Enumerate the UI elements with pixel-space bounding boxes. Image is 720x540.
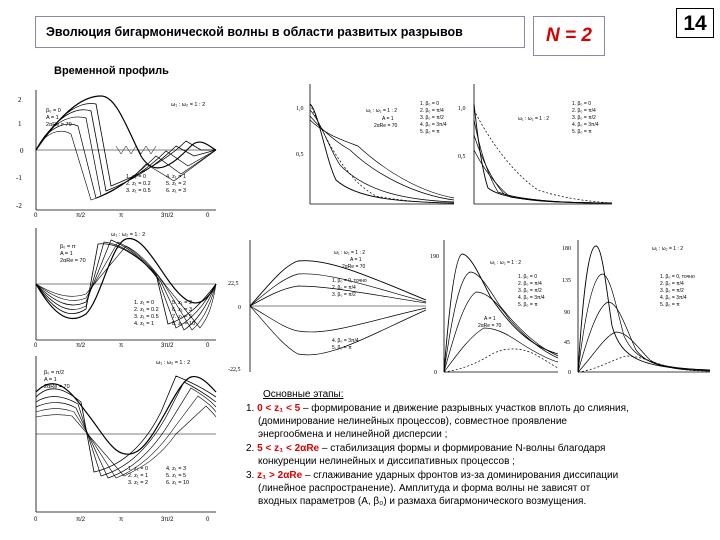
p4-legend-0: 1. β₀ = 0 — [420, 101, 439, 107]
p8-legend-2: 3. β₀ = π/2 — [660, 288, 684, 294]
p1-ratio: ω₁ : ω₂ = 1 : 2 — [171, 102, 206, 108]
p2-xtick-4: 0 — [206, 343, 210, 348]
p2-param-1: A = 1 — [60, 251, 73, 257]
p1-ytick-3: -1 — [16, 174, 22, 182]
p1-legend-5: 6. z₁ = 3 — [166, 188, 187, 194]
p2-xtick-2: π — [119, 343, 124, 348]
p5-ytick-1: 0,5 — [458, 154, 466, 160]
p3-xtick-2: π — [119, 517, 124, 523]
time-profile-plot-1-svg — [16, 86, 220, 218]
amplitude-plot-1-svg — [228, 236, 428, 376]
p2-legend-7: 8. z₁ = 10 — [172, 321, 196, 327]
p7-legend-3: 4. β₀ = 3π/4 — [518, 295, 545, 301]
p6-legend-2: 3. β₀ = π/2 — [332, 292, 356, 298]
p3-legend-4: 5. z₁ = 5 — [166, 473, 187, 479]
p6-legend-1: 2. β₀ = π/4 — [332, 285, 356, 291]
p2-xtick-1: π/2 — [76, 343, 86, 348]
time-profile-plot-2-svg — [16, 224, 220, 348]
p2-legend-5: 6. z₁ = 3 — [172, 307, 193, 313]
p4-legend-2: 3. β₀ = π/2 — [420, 115, 444, 121]
p7-ratio: ω₁ : ω₂ = 1 : 2 — [490, 260, 522, 266]
time-profile-plot-2 — [16, 224, 220, 348]
stage-3-range: z₁ > 2αRe — [257, 470, 303, 481]
p8-ytick-3: 45 — [564, 340, 570, 346]
p6-ratio: ω₁ : ω₂ = 1 : 2 — [334, 250, 366, 256]
p1-legend-0: 1. z₁ = 0 — [126, 174, 147, 180]
p6-param-0: A = 1 — [350, 257, 362, 263]
p3-legend-1: 2. z₁ = 1 — [128, 473, 149, 479]
stage-2 — [246, 443, 706, 456]
p3-param-1: A = 1 — [44, 377, 57, 383]
p6-param-1: 2αRe = 70 — [342, 264, 366, 270]
p4-param-0: A = 1 — [382, 116, 394, 122]
time-profile-label: Временной профиль — [54, 65, 169, 77]
stage-2-text: – стабилизация формы и формирование N-волны благодаря — [319, 443, 606, 454]
p5-legend-0: 1. β₀ = 0 — [572, 101, 591, 107]
p7-legend-0: 1. β₀ = 0 — [518, 274, 537, 280]
p2-legend-6: 7. z₁ = 5 — [172, 314, 193, 320]
p6-ytick-0: 22,5 — [228, 281, 239, 287]
p2-legend-1: 2. z₁ = 0.2 — [134, 307, 159, 313]
stage-1-text: – формирование и движение разрывных участков вплоть до слияния, — [300, 403, 629, 414]
decay-plot-1-svg — [296, 80, 456, 210]
p5-legend-4: 5. β₀ = π — [572, 129, 592, 135]
stage-1-line-2: (доминирование нелинейных процессов), совместное проявление — [258, 416, 567, 427]
p3-legend-0: 1. z₁ = 0 — [128, 466, 149, 472]
p3-xtick-3: 3π/2 — [161, 517, 174, 523]
p6-ytick-2: -22,5 — [228, 367, 241, 373]
amplitude-plot-3 — [562, 236, 712, 376]
decay-plot-1 — [296, 80, 456, 210]
p4-param-1: 2αRe = 70 — [374, 123, 398, 129]
p8-ytick-0: 180 — [562, 246, 571, 252]
p1-xtick-0: 0 — [34, 213, 38, 218]
stage-1-line-3: энергообмена и нелинейной дисперсии ; — [258, 429, 448, 440]
p7-param-0: A = 1 — [484, 316, 496, 322]
p2-legend-4: 5. z₁ = 2 — [172, 300, 193, 306]
p1-ytick-1: 1 — [18, 120, 22, 128]
p8-ytick-2: 90 — [564, 310, 570, 316]
p1-xtick-2: π — [119, 213, 124, 218]
time-profile-plot-3 — [16, 352, 220, 524]
amplitude-plot-3-svg — [562, 236, 712, 376]
p7-param-1: 2αRe = 70 — [478, 323, 502, 329]
p3-legend-5: 6. z₁ = 10 — [166, 480, 190, 486]
p1-ytick-2: 0 — [20, 147, 24, 155]
stage-3-line-2: (линейное распространение). Амплитуда и форма волны не зависят от — [258, 483, 591, 494]
p1-xtick-1: π/2 — [76, 213, 86, 218]
stage-1-num: 1. — [246, 403, 255, 414]
amplitude-plot-1 — [228, 236, 428, 376]
p8-ytick-1: 135 — [562, 278, 571, 284]
p3-xtick-1: π/2 — [76, 517, 86, 523]
p6-legend-4: 5. β₀ = π — [332, 345, 352, 351]
p8-legend-0: 1. β₀ = 0, точно — [660, 274, 695, 280]
p1-param-0: β₀ = 0 — [46, 108, 61, 114]
p4-legend-3: 4. β₀ = 3π/4 — [420, 122, 447, 128]
p2-legend-2: 3. z₁ = 0.5 — [134, 314, 159, 320]
p1-param-2: 2αRe = 70 — [46, 122, 72, 128]
p3-ratio: ω₁ : ω₂ = 1 : 2 — [156, 360, 191, 366]
p8-legend-4: 5. β₀ = π — [660, 302, 680, 308]
stage-2-line-2: конкуренции нелинейных и диссипативных процессов ; — [258, 456, 515, 467]
p1-legend-2: 3. z₁ = 0.5 — [126, 188, 151, 194]
p3-legend-3: 4. z₁ = 3 — [166, 466, 187, 472]
p2-legend-0: 1. z₁ = 0 — [134, 300, 155, 306]
decay-plot-2-svg — [458, 80, 614, 210]
p3-xtick-4: 0 — [206, 517, 210, 523]
stage-1 — [246, 403, 706, 416]
stage-3-line-3: входных параметров (A, β₀) и размаха бигармонического возмущения. — [258, 496, 587, 507]
p4-legend-4: 5. β₀ = π — [420, 129, 440, 135]
p4-ytick-1: 0,5 — [296, 152, 304, 158]
p8-legend-1: 2. β₀ = π/4 — [660, 281, 684, 287]
p3-legend-2: 3. z₁ = 2 — [128, 480, 149, 486]
p1-legend-1: 2. z₁ = 0.2 — [126, 181, 151, 187]
p4-legend-1: 2. β₀ = π/4 — [420, 108, 444, 114]
p5-legend-2: 3. β₀ = π/2 — [572, 115, 596, 121]
p7-legend-1: 2. β₀ = π/4 — [518, 281, 542, 287]
p5-legend-1: 2. β₀ = π/4 — [572, 108, 596, 114]
stage-3 — [246, 470, 706, 483]
p7-ytick-1: 0 — [434, 370, 437, 376]
p1-legend-3: 4. z₁ = 1 — [166, 174, 187, 180]
title-box — [35, 16, 525, 48]
stages-block — [236, 381, 706, 531]
stages-heading: Основные этапы: — [263, 389, 344, 400]
p7-legend-4: 5. β₀ = π — [518, 302, 538, 308]
p2-xtick-3: 3π/2 — [161, 343, 174, 348]
p5-ratio: ω₁ : ω₂ = 1 : 2 — [518, 116, 550, 122]
p2-param-2: 2αRe = 70 — [60, 258, 86, 264]
p8-ytick-4: 0 — [568, 370, 571, 376]
time-profile-plot-1 — [16, 86, 220, 218]
p3-param-0: β₀ = π/2 — [44, 370, 65, 376]
p4-ratio: ω₁ : ω₂ = 1 : 2 — [366, 108, 398, 114]
p8-legend-3: 4. β₀ = 3π/4 — [660, 295, 687, 301]
stage-1-range: 0 < z₁ < 5 — [257, 403, 301, 414]
p6-legend-3: 4. β₀ = 3π/4 — [332, 338, 359, 344]
stage-2-num: 2. — [246, 443, 255, 454]
stage-2-range: 5 < z₁ < 2αRe — [257, 443, 320, 454]
p5-ytick-0: 1,0 — [458, 106, 466, 112]
time-profile-plot-3-svg — [16, 352, 220, 524]
page-number: 14 — [676, 8, 714, 38]
p3-xtick-0: 0 — [34, 517, 38, 523]
p1-xtick-4: 0 — [206, 213, 210, 218]
p1-param-1: A = 1 — [46, 115, 59, 121]
p6-ytick-1: 0 — [238, 305, 241, 311]
n-box — [533, 16, 605, 56]
amplitude-plot-2-svg — [430, 236, 560, 376]
p1-ytick-4: -2 — [16, 202, 22, 210]
p1-ytick-0: 2 — [18, 96, 22, 104]
stage-3-num: 3. — [246, 470, 255, 481]
p4-ytick-0: 1,0 — [296, 106, 304, 112]
p1-xtick-3: 3π/2 — [161, 213, 174, 218]
n-label: N = 2 — [546, 25, 592, 46]
p8-ratio: ω₁ : ω₂ = 1 : 2 — [652, 246, 684, 252]
p1-legend-4: 5. z₁ = 2 — [166, 181, 187, 187]
p2-ratio: ω₁ : ω₂ = 1 : 2 — [111, 232, 146, 238]
decay-plot-2 — [458, 80, 614, 210]
slide-title: Эволюция бигармонической волны в области развитых разрывов — [46, 25, 463, 39]
p6-legend-0: 1. β₀ = 0, точно — [332, 278, 367, 284]
amplitude-plot-2 — [430, 236, 560, 376]
p3-param-2: 2αRe = 70 — [44, 384, 70, 390]
p2-xtick-0: 0 — [34, 343, 38, 348]
p5-legend-3: 4. β₀ = 3π/4 — [572, 122, 599, 128]
stage-3-text: – сглаживание ударных фронтов из-за доминирования диссипации — [302, 470, 619, 481]
p2-legend-3: 4. z₁ = 1 — [134, 321, 155, 327]
p2-param-0: β₀ = π — [60, 244, 76, 250]
p7-ytick-0: 190 — [430, 254, 439, 260]
p7-legend-2: 3. β₀ = π/2 — [518, 288, 542, 294]
